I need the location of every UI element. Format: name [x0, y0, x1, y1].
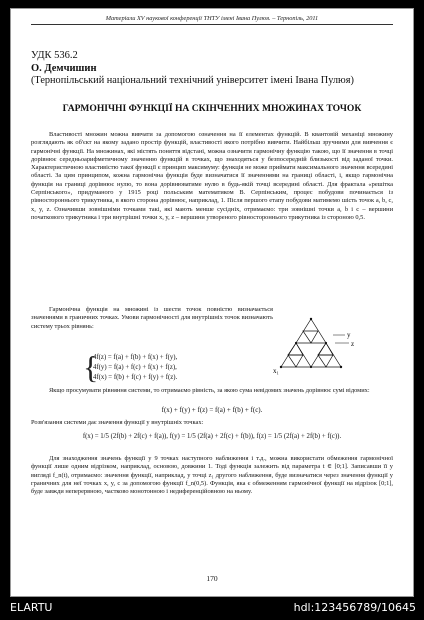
paragraph-harmonic: Гармонічна функція на множині із шести точок повністю визначається значеннями в граничних точках. Умови гармонічності для внутрішніх точок визначають систему трьох рівнянь:: [31, 306, 273, 330]
page-number: 170: [206, 574, 218, 583]
fig-label-x1: x₁: [273, 367, 279, 375]
fig-label-y: y: [347, 331, 351, 339]
paper-title: ГАРМОНІЧНІ ФУНКЦІЇ НА СКІНЧЕННИХ МНОЖИНАХ ТОЧОК: [62, 103, 362, 114]
equation-sum: f(x) + f(y) + f(z) = f(a) + f(b) + f(c).: [161, 406, 263, 414]
udk-code: УДК 536.2: [31, 50, 78, 61]
paragraph-intro: Властивості множин можна вивчати за допомогою означення на її елементах функцій. В квантовій механіці множину розглядають як об'єкт на якому задано простір функцій, властивості якого потрібно вивчити. Найбільш зручними для вивчення є гармонічні функції. На множинах, які містять поняття відстані, можна означити гармонічну функцію такою, що її значення в точці дорівнює середньоарифметичному значенню функцій в точках, що знаходяться у безпосередній близькості від заданої точки. Характеристичною властивістю такої функції є принцип максимуму: функція не може приймати максимального значення всередині області. За цим принципом, кожна гармонічна функція буде визначатися її значеннями на границі області, і, якщо гармонічна функція на границі дорівнює нулю, то вона дорівнюватиме нулю в будь-якій точці всередині області. Для фрактала «решітка Серпінського», придуманого у 1915 році польським математиком В. Серпінським, процес побудови починається із рівностороннього трикутника, в якого сторона дорівнює, наприклад, 1. Після першого етапу побудови матимемо шість точок a, b, c, x, y, z. Означивши зовнішніми точками такі, які мають менше сусідніх, отримаємо: три зовнішні точки a, b і c – вершини початкового трикутника і три внутрішні точки x, y, z – вершини утвореного рівностороннього трикутника із стороною 0,5.: [31, 131, 393, 221]
fig-label-z: z: [351, 340, 355, 348]
equation-system: [93, 353, 263, 383]
affiliation: (Тернопільський національний технічний університет імені Івана Пулюя): [31, 75, 354, 86]
system-brace: {: [83, 349, 99, 385]
author-name: О. Демчишин: [31, 63, 97, 74]
equation-line: 4f(x) = f(b) + f(c) + f(y) + f(z).: [93, 374, 178, 381]
paragraph-solution: Розв'язання системи дає значення функції у внутрішніх точках:: [31, 419, 204, 426]
sierpinski-figure: [273, 317, 377, 379]
equation-line: 4f(y) = f(a) + f(c) + f(x) + f(z),: [93, 364, 177, 371]
paper-page: [10, 8, 414, 597]
repository-name: ELARTU: [10, 601, 53, 614]
equation-solution: f(x) = 1/5 (2f(b) + 2f(c) + f(a)), f(y) = 1/5 (2f(a) + 2f(c) + f(b)), f(z) = 1/5 (2f(a) + 2f(b) + f(c)).: [82, 433, 342, 440]
paragraph-sum: Якщо просумувати рівняння системи, то отримаємо рівність, за якою сума невідомих значень дорівнює сумі відомих:: [49, 387, 370, 394]
handle-id[interactable]: hdl:123456789/10645: [293, 601, 416, 614]
footer-bar: [0, 597, 424, 620]
paragraph-approximation: Для знаходження значень функції у 9 точках наступного наближення і т.д., можна використати обмеження гармонічної функції лише одним відрізком, наприклад, основою, довжини 1. Тоді функція залежить від параметра t ∈ [0;1]. Записавши її у вигляді f_n(t), отримаємо: значення функції, наприклад, у точці z₁ другого наближення, буде визначатися через значення функції у граничних для неї точках x, y, c за допомогою функції f_n(0,5). Функція, яка є обмеженням гармонічної функції на відрізок [0;1], буде завжди неперервною, частково монотонною і недиференційовною на ньому.: [31, 455, 393, 496]
equation-line: 4f(z) = f(a) + f(b) + f(x) + f(y),: [93, 354, 178, 361]
running-header: Матеріали XV наукової конференції ТНТУ імені Івана Пулюя. – Тернопіль, 2011: [31, 15, 393, 25]
